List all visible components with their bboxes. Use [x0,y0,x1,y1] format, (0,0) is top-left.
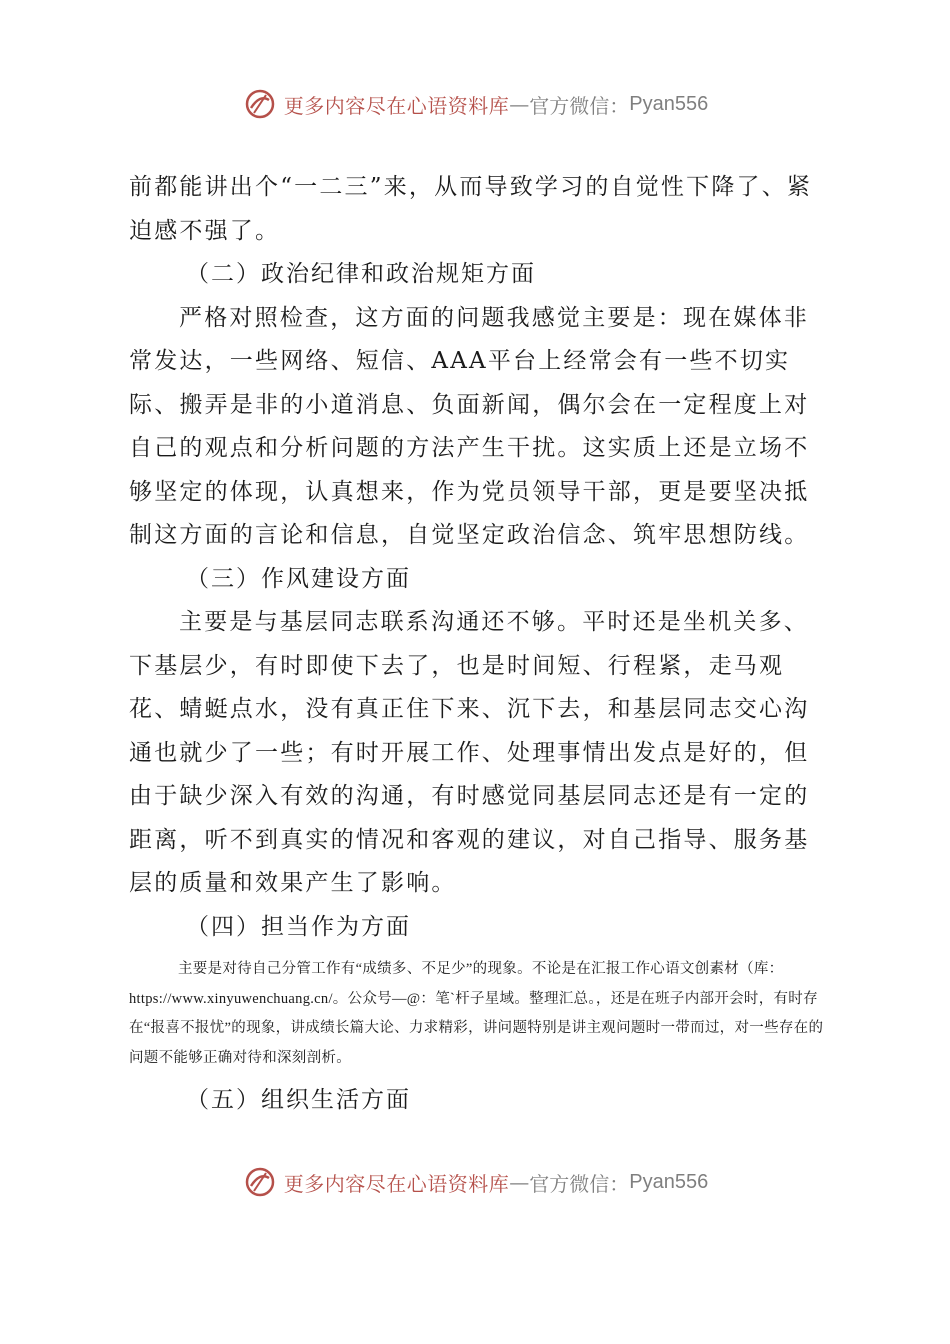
brand-text: 更多内容尽在心语资料库 [283,1171,510,1196]
header-separator: — [509,92,530,116]
brand-logo-icon [242,86,278,122]
section-heading-2: （二）政治纪律和政治规矩方面 [186,261,536,287]
brand-logo-icon [242,1164,278,1200]
wechat-id: Pyan556 [629,1170,709,1193]
page-header [0,84,950,124]
document-body [129,166,829,1123]
paragraph-continued: 前都能讲出个“一二三”来，从而导致学习的自觉性下降了、紧迫感不强了。 [129,174,813,244]
header-separator: — [509,1170,530,1194]
wechat-id: Pyan556 [629,92,709,115]
page-footer [0,1162,950,1202]
paragraph-2: 严格对照检查，这方面的问题我感觉主要是：现在媒体非常发达，一些网络、短信、AAA平台上经常会有一些不切实际、搬弄是非的小道消息、负面新闻，偶尔会在一定程度上对自己的观点和分析问题的方法产生干扰。这实质上还是立场不够坚定的体现，认真想来，作为党员领导干部，更是要坚决抵制这方面的言论和信息，自觉坚定政治信念、筑牢思想防线。 [129,304,810,548]
paragraph-3: 主要是与基层同志联系沟通还不够。平时还是坐机关多、下基层少，有时即使下去了，也是时间短、行程紧，走马观花、蜻蜓点水，没有真正住下来、沉下去，和基层同志交心沟通也就少了一些；有时开展工作、处理事情出发点是好的，但由于缺少深入有效的沟通，有时感觉同基层同志还是有一定的距离，听不到真实的情况和客观的建议，对自己指导、服务基层的质量和效果产生了影响。 [129,609,810,896]
paragraph-4: 主要是对待自己分管工作有“成绩多、不足少”的现象。不论是在汇报工作心语文创素材（库：https://www.xinyuwenchuang.cn/。公众号—@：笔`杆子星域。整理汇总。，还是在班子内部开会时，有时存在“报喜不报忧”的现象，讲成绩长篇大论、力求精彩，讲问题特别是讲主观问题时一带而过，对一些存在的问题不能够正确对待和深刻剖析。 [129,961,824,1066]
section-heading-3: （三）作风建设方面 [186,565,411,592]
brand-text: 更多内容尽在心语资料库 [283,93,510,118]
wechat-label: 官方微信： [529,1171,630,1196]
wechat-label: 官方微信： [529,93,630,118]
section-heading-4: （四）担当作为方面 [186,913,411,940]
section-heading-5: （五）组织生活方面 [186,1087,411,1113]
